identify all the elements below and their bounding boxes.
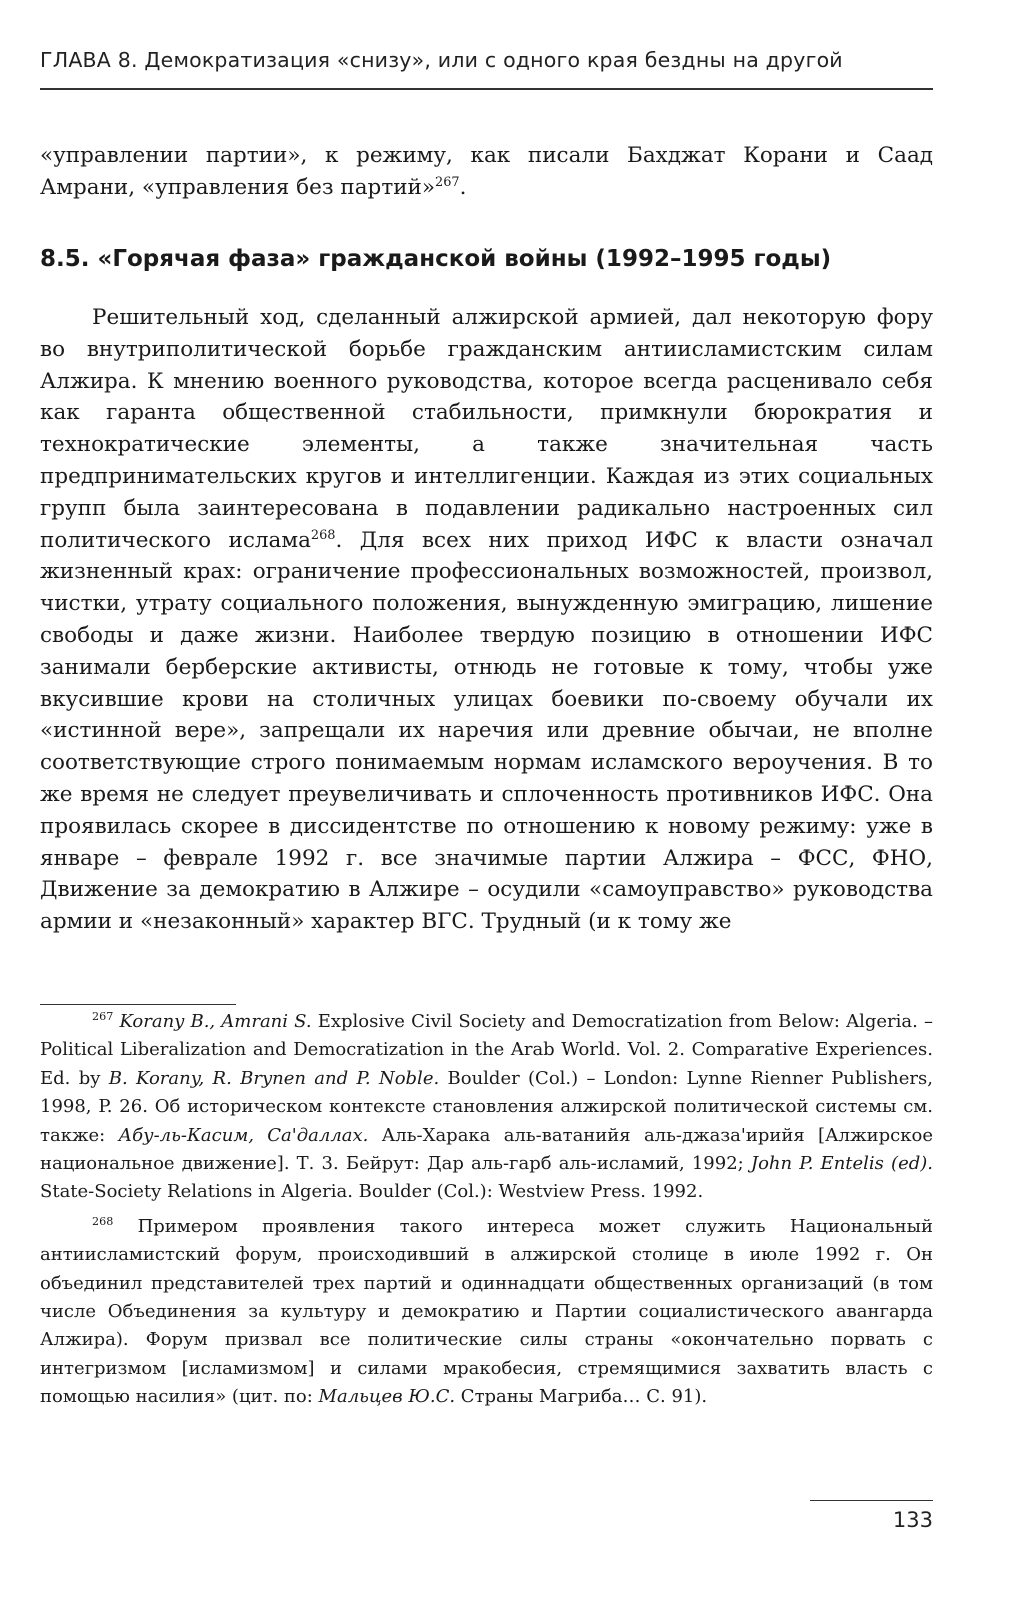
footnote-text: Страны Магриба… С. 91). bbox=[455, 1386, 708, 1408]
footnote-268 bbox=[40, 1213, 933, 1412]
footnote-number: 268 bbox=[92, 1214, 114, 1228]
header-rule bbox=[40, 88, 933, 90]
continuation-tail: . bbox=[459, 174, 467, 200]
footnote-author: John P. Entelis (ed). bbox=[750, 1153, 933, 1175]
paragraph-part-1: Решительный ход, сделанный алжирской армией, дал некоторую фору во внутриполитической борьбе гражданским антиисламистским силам Алжира. К мнению военного руководства, которое всегда расценивало себя как гаранта общественной стабильности, примкнули бюрократия и технократические элементы, а также значительная часть предпринимательских кругов и интеллигенции. Каждая из этих социальных групп была заинтересована в подавлении радикально настроенных сил политического ислама bbox=[40, 305, 933, 553]
footnote-text: State-Society Relations in Algeria. Boulder (Col.): Westview Press. 1992. bbox=[40, 1181, 704, 1203]
footnote-editors: B. Korany, R. Brynen and P. Noble. bbox=[108, 1067, 440, 1089]
footnote-authors: Korany B., Amrani S. bbox=[119, 1011, 312, 1032]
footnote-separator bbox=[40, 1004, 236, 1005]
page-number-rule bbox=[810, 1500, 933, 1501]
continuation-text: «управлении партии», к режиму, как писали Бахджат Корани и Саад Амрани, «управления без партий» bbox=[40, 143, 933, 200]
footnote-text: Примером проявления такого интереса может служить Национальный антиисламистский форум, происходивший в алжирской столице в июле 1992 г. Он объединил представителей трех партий и одиннадцати общественных организаций (в том числе Объединения за культуру и демократию и Партии социалистического авангарда Алжира). Форум призвал все политические силы страны «окончательно порвать с интегризмом [исламизмом] и силами мракобесия, стремящимися захватить власть с помощью насилия» (цит. по: bbox=[40, 1215, 933, 1408]
continuation-paragraph bbox=[40, 140, 933, 204]
footnote-author: Мальцев Ю.С. bbox=[318, 1386, 456, 1408]
page-number: 133 bbox=[892, 1508, 933, 1532]
paragraph-part-2: . Для всех них приход ИФС к власти означал жизненный крах: ограничение профессиональных возможностей, произвол, чистки, утрату социального положения, вынужденную эмиграцию, лишение свободы и даже жизни. Наиболее твердую позицию в отношении ИФС занимали берберские активисты, отнюдь не готовые к тому, чтобы уже вкусившие крови на столичных улицах боевики по-своему обучали их «истинной вере», запрещали их наречия или древние обычаи, не вполне соответствующие строго понимаемым нормам исламского вероучения. В то же время не следует преувеличивать и сплоченность противников ИФС. Она проявилась скорее в диссидентстве по отношению к новому режиму: уже в январе – феврале 1992 г. все значимые партии Алжира – ФСС, ФНО, Движение за демократию в Алжире – осудили «самоуправство» руководства армии и «незаконный» характер ВГС. Трудный (и к тому же bbox=[40, 527, 934, 935]
main-paragraph bbox=[40, 302, 933, 938]
footnote-267 bbox=[40, 1008, 933, 1207]
footnote-text: Boulder (Col.) – London: Lynne Rienner Publishers, 1998, P. 26. Об историческом контексте становления алжирской политической системы см. также: bbox=[40, 1067, 933, 1146]
footnote-ref-267[interactable]: 267 bbox=[435, 174, 460, 190]
footnote-author: Абу-ль-Касим, Са'даллах. bbox=[118, 1124, 369, 1146]
running-head: ГЛАВА 8. Демократизация «снизу», или с одного края бездны на другой bbox=[40, 48, 843, 72]
footnote-number: 267 bbox=[92, 1010, 114, 1023]
section-title: 8.5. «Горячая фаза» гражданской войны (1992–1995 годы) bbox=[40, 246, 832, 272]
main-text bbox=[40, 302, 933, 938]
footnotes bbox=[40, 1008, 933, 1418]
footnote-text: Аль-Харака аль-ватанийя аль-джаза'ирийя [Алжирское национальное движение]. Т. 3. Бейрут: Дар аль-гарб аль-исламий, 1992; bbox=[40, 1124, 934, 1175]
footnote-ref-268[interactable]: 268 bbox=[310, 527, 336, 543]
footnote-text: Explosive Civil Society and Democratization from Below: Algeria. – Political Liberalization and Democratization in the Arab World. Vol. 2. Comparative Experiences. Ed. by bbox=[40, 1011, 933, 1089]
